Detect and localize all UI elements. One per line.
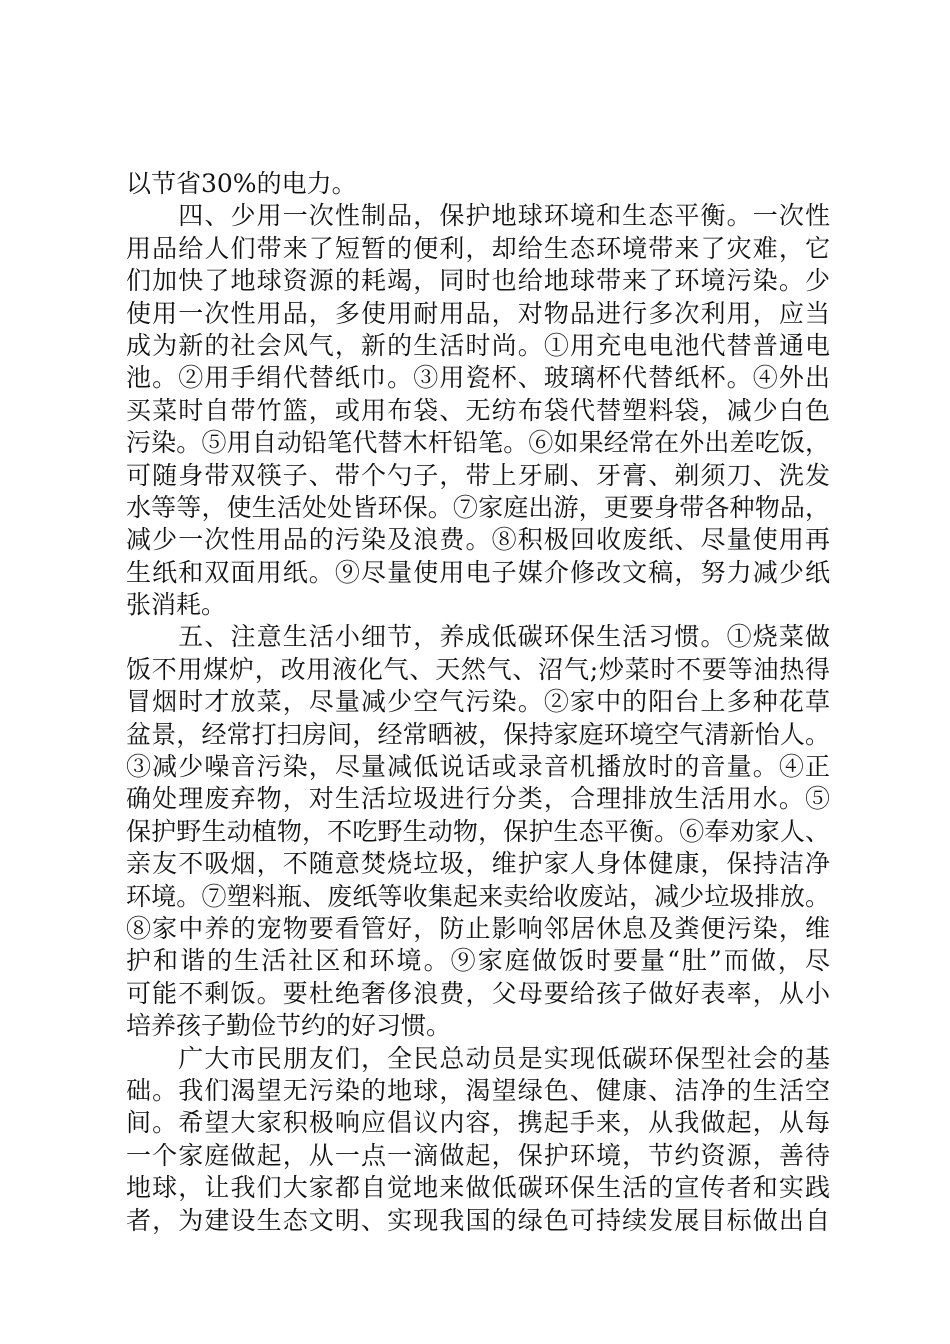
text-line: 础。我们渴望无污染的地球，渴望绿色、健康、洁净的生活空 (126, 1075, 830, 1105)
text-line: 减少一次性用品的污染及浪费。⑧积极回收废纸、尽量使用再 (126, 525, 830, 555)
text-line: 间。希望大家积极响应倡议内容，携起手来，从我做起，从每 (126, 1108, 830, 1138)
text-line: 亲友不吸烟，不随意焚烧垃圾，维护家人身体健康，保持洁净 (126, 849, 830, 879)
text-line: 水等等，使生活处处皆环保。⑦家庭出游，更要身带各种物品， (126, 492, 830, 522)
text-line: 生纸和双面用纸。⑨尽量使用电子媒介修改文稿，努力减少纸 (126, 557, 830, 587)
text-line: 保护野生动植物，不吃野生动物，保护生态平衡。⑥奉劝家人、 (126, 816, 830, 846)
text-line: 一个家庭做起，从一点一滴做起，保护环境，节约资源，善待 (126, 1140, 830, 1170)
text-line: 可能不剩饭。要杜绝奢侈浪费，父母要给孩子做好表率，从小 (126, 978, 830, 1008)
text-line: 广大市民朋友们，全民总动员是实现低碳环保型社会的基 (126, 1043, 830, 1073)
text-line: 成为新的社会风气，新的生活时尚。①用充电电池代替普通电 (126, 330, 830, 360)
text-line: ③减少噪音污染，尽量减低说话或录音机播放时的音量。④正 (126, 752, 830, 782)
text-line: 冒烟时才放菜，尽量减少空气污染。②家中的阳台上多种花草 (126, 687, 830, 717)
text-line: 使用一次性用品，多使用耐用品，对物品进行多次利用，应当 (126, 298, 830, 328)
text-line: ⑧家中养的宠物要看管好，防止影响邻居休息及粪便污染，维 (126, 913, 830, 943)
text-line: 以节省30%的电力。 (126, 169, 357, 198)
text-line: 可随身带双筷子、带个勺子，带上牙刷、牙膏、剃须刀、洗发 (126, 460, 830, 490)
text-line: 饭不用煤炉，改用液化气、天然气、沼气;炒菜时不要等油热得 (126, 654, 830, 684)
text-line: 五、注意生活小细节，养成低碳环保生活习惯。①烧菜做 (126, 622, 830, 652)
document-body (126, 168, 830, 1237)
text-line: 环境。⑦塑料瓶、废纸等收集起来卖给收废站，减少垃圾排放。 (126, 881, 830, 911)
text-line: 地球，让我们大家都自觉地来做低碳环保生活的宣传者和实践 (126, 1173, 830, 1203)
text-line: 护和谐的生活社区和环境。⑨家庭做饭时要量“肚”而做，尽 (126, 946, 830, 976)
text-line: 污染。⑤用自动铅笔代替木杆铅笔。⑥如果经常在外出差吃饭， (126, 428, 830, 458)
text-line: 张消耗。 (126, 590, 227, 620)
text-line: 们加快了地球资源的耗竭，同时也给地球带来了环境污染。少 (126, 266, 830, 296)
text-line: 者，为建设生态文明、实现我国的绿色可持续发展目标做出自 (126, 1205, 830, 1235)
text-line: 培养孩子勤俭节约的好习惯。 (126, 1011, 452, 1041)
text-line: 四、少用一次性制品，保护地球环境和生态平衡。一次性 (126, 201, 830, 231)
text-line: 池。②用手绢代替纸巾。③用瓷杯、玻璃杯代替纸杯。④外出 (126, 363, 830, 393)
text-line: 用品给人们带来了短暂的便利，却给生态环境带来了灾难，它 (126, 233, 830, 263)
text-line: 确处理废弃物，对生活垃圾进行分类，合理排放生活用水。⑤ (126, 784, 830, 814)
text-line: 买菜时自带竹篮，或用布袋、无纺布袋代替塑料袋，减少白色 (126, 395, 830, 425)
text-line: 盆景，经常打扫房间，经常晒被，保持家庭环境空气清新怡人。 (126, 719, 830, 749)
